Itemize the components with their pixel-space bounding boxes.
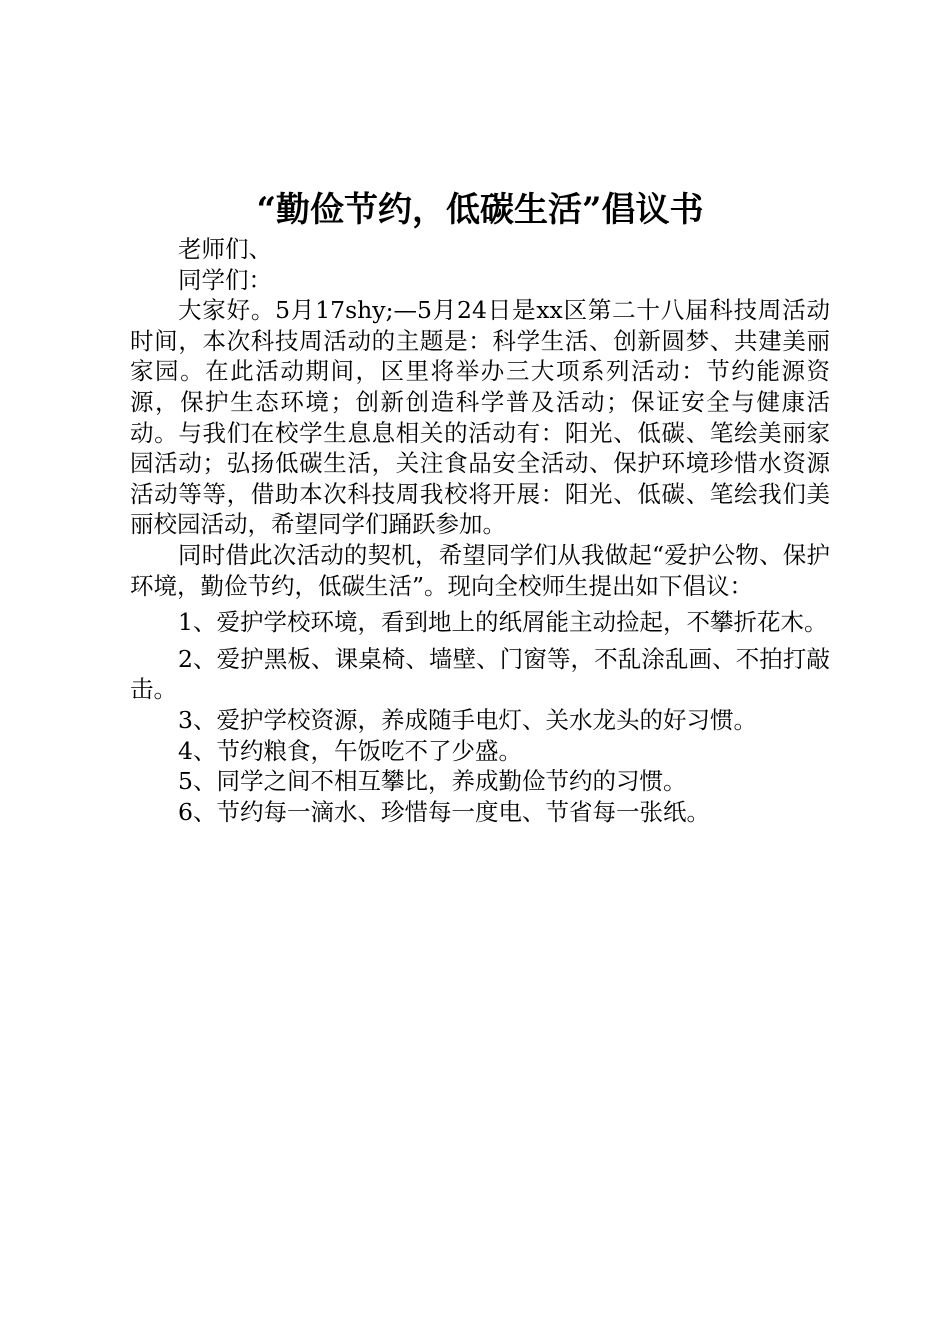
salutation-teachers: 老师们、 <box>178 235 272 263</box>
salutation-students: 同学们： <box>178 265 272 294</box>
document-body <box>130 234 830 827</box>
proposal-item: 4、节约粮食，午饭吃不了少盛。 <box>178 736 522 765</box>
proposal-item: 1、爱护学校环境，看到地上的纸屑能主动捡起，不攀折花木。 <box>178 608 828 637</box>
intro-paragraph: 大家好。5月17shy;—5月24日是xx区第二十八届科技周活动时间，本次科技周活动的主题是：科学生活、创新圆梦、共建美丽家园。在此活动期间，区里将举办三大项系列活动：节约能源资源，保护生态环境；创新创造科学普及活动；保证安全与健康活动。与我们在校学生息息相关的活动有：阳光、低碳、笔绘美丽家园活动；弘扬低碳生活，关注食品安全活动、保护环境珍惜水资源活动等等，借助本次科技周我校将开展：阳光、低碳、笔绘我们美丽校园活动，希望同学们踊跃参加。 <box>130 296 830 539</box>
proposal-item: 3、爱护学校资源，养成随手电灯、关水龙头的好习惯。 <box>178 705 757 734</box>
proposal-item: 6、节约每一滴水、珍惜每一度电、节省每一张纸。 <box>178 797 710 826</box>
proposal-item: 2、爱护黑板、课桌椅、墙壁、门窗等，不乱涂乱画、不拍打敲击。 <box>130 644 830 704</box>
call-paragraph: 同时借此次活动的契机，希望同学们从我做起“爱护公物、保护环境，勤俭节约，低碳生活”。现向全校师生提出如下倡议： <box>130 540 830 600</box>
proposal-item: 5、同学之间不相互攀比，养成勤俭节约的习惯。 <box>178 767 687 796</box>
document-title: “勤俭节约，低碳生活”倡议书 <box>256 190 704 230</box>
